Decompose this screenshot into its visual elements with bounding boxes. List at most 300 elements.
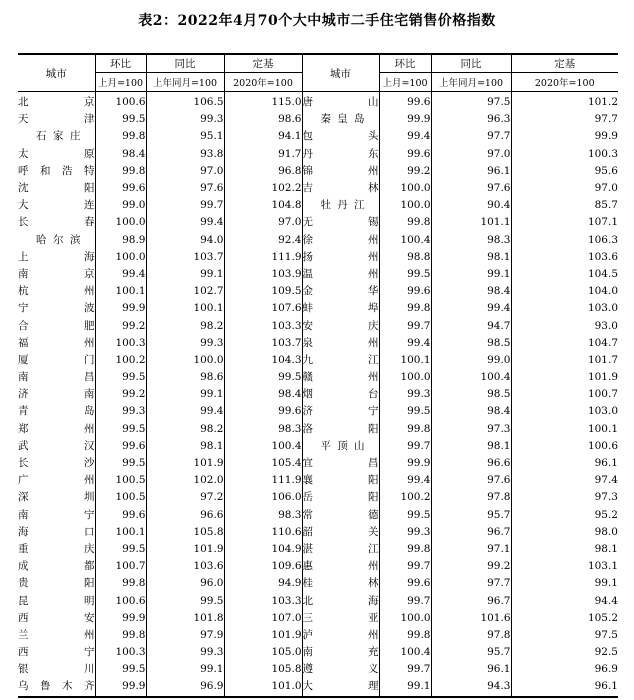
mom-value-right: 99.1 [379, 678, 431, 696]
yoy-value-right: 98.1 [431, 249, 511, 266]
mom-value-right: 99.5 [379, 403, 431, 420]
mom-value-left: 100.1 [95, 524, 146, 541]
city-name-right: 常 德 [302, 507, 379, 524]
mom-header-left: 环比 [95, 54, 146, 73]
base-value-left: 105.0 [224, 644, 302, 661]
city-name-left: 兰 州 [18, 628, 95, 641]
base-value-right: 106.3 [511, 232, 618, 249]
city-name-right: 牡丹江 [302, 197, 379, 214]
mom-value-left: 99.8 [95, 627, 146, 644]
mom-value-left: 99.6 [95, 507, 146, 524]
city-name-right: 桂 林 [302, 575, 379, 592]
base-value-left: 109.6 [224, 558, 302, 575]
yoy-value-left: 101.9 [146, 541, 224, 558]
yoy-value-left: 98.2 [146, 421, 224, 438]
base-value-left: 101.0 [224, 678, 302, 696]
city-name-left: 南 宁 [18, 508, 95, 521]
city-name-left: 乌鲁木齐 [18, 678, 95, 696]
city-name-right: 蚌 埠 [302, 300, 379, 317]
yoy-value-right: 99.4 [431, 300, 511, 317]
base-value-right: 104.0 [511, 283, 618, 300]
yoy-value-left: 96.6 [146, 507, 224, 524]
city-name-right: 襄 阳 [302, 472, 379, 489]
yoy-value-left: 96.9 [146, 678, 224, 696]
table-row [18, 678, 618, 696]
mom-value-right: 99.4 [379, 472, 431, 489]
city-name-right: 济 宁 [302, 403, 379, 420]
mom-value-left: 99.9 [95, 300, 146, 317]
yoy-value-left: 97.2 [146, 489, 224, 506]
mom-value-right: 99.8 [379, 421, 431, 438]
yoy-value-left: 101.9 [146, 455, 224, 472]
mom-value-left: 99.8 [95, 128, 146, 145]
mom-value-right: 100.4 [379, 644, 431, 661]
base-value-right: 99.1 [511, 575, 618, 592]
yoy-value-right: 95.7 [431, 507, 511, 524]
mom-value-left: 99.5 [95, 541, 146, 558]
city-name-left: 贵 阳 [18, 577, 95, 590]
city-name-left: 宁 波 [18, 302, 95, 315]
city-name-right: 宜 昌 [302, 455, 379, 472]
mom-value-left: 99.2 [95, 317, 146, 334]
city-header-left: 城市 [18, 54, 95, 92]
mom-value-left: 99.5 [95, 661, 146, 678]
city-name-right: 扬 州 [302, 249, 379, 266]
mom-value-right: 99.9 [379, 455, 431, 472]
yoy-value-right: 98.4 [431, 403, 511, 420]
base-value-right: 97.3 [511, 489, 618, 506]
base-value-left: 98.6 [224, 111, 302, 128]
base-value-left: 106.0 [224, 489, 302, 506]
mom-value-left: 99.5 [95, 421, 146, 438]
table-row [18, 335, 618, 352]
city-name-left: 北 京 [18, 96, 95, 109]
table-row [18, 558, 618, 575]
table-row [18, 266, 618, 283]
table-row [18, 661, 618, 678]
city-name-right: 九 江 [302, 352, 379, 369]
city-name-right: 大 理 [302, 678, 379, 696]
yoy-value-left: 96.0 [146, 575, 224, 592]
base-value-left: 102.2 [224, 180, 302, 197]
yoy-value-right: 90.4 [431, 197, 511, 214]
yoy-value-right: 97.5 [431, 92, 511, 112]
base-value-left: 98.3 [224, 507, 302, 524]
base-value-right: 103.1 [511, 558, 618, 575]
yoy-value-left: 99.4 [146, 403, 224, 420]
city-name-left: 杭 州 [18, 285, 95, 298]
city-name-right: 温 州 [302, 266, 379, 283]
table-row [18, 369, 618, 386]
base-value-right: 103.0 [511, 300, 618, 317]
base-value-left: 103.7 [224, 335, 302, 352]
city-name-right: 岳 阳 [302, 489, 379, 506]
mom-value-right: 99.8 [379, 300, 431, 317]
base-subheader-right: 2020年=100 [511, 73, 618, 92]
city-name-left: 哈尔滨 [36, 233, 81, 246]
table-row [18, 403, 618, 420]
mom-value-left: 100.2 [95, 352, 146, 369]
city-header-right: 城市 [302, 54, 379, 92]
city-name-left: 长 春 [18, 216, 95, 229]
yoy-value-right: 98.5 [431, 335, 511, 352]
yoy-value-right: 101.6 [431, 610, 511, 627]
yoy-value-left: 99.1 [146, 266, 224, 283]
city-name-right: 安 庆 [302, 317, 379, 334]
table-row [18, 421, 618, 438]
base-value-left: 104.3 [224, 352, 302, 369]
table-row [18, 541, 618, 558]
city-name-left: 郑 州 [18, 422, 95, 435]
table-row [18, 627, 618, 644]
table-row [18, 455, 618, 472]
city-name-left: 南 京 [18, 267, 95, 280]
yoy-value-right: 96.1 [431, 661, 511, 678]
city-name-right: 北 海 [302, 592, 379, 609]
base-value-right: 103.6 [511, 249, 618, 266]
base-value-right: 99.9 [511, 128, 618, 145]
table-row [18, 386, 618, 403]
city-name-right: 韶 关 [302, 524, 379, 541]
mom-value-left: 100.0 [95, 214, 146, 231]
mom-value-right: 100.4 [379, 232, 431, 249]
city-name-right: 唐 山 [302, 92, 379, 112]
yoy-value-left: 93.8 [146, 146, 224, 163]
yoy-value-left: 98.6 [146, 369, 224, 386]
base-value-right: 96.1 [511, 678, 618, 696]
base-value-left: 94.9 [224, 575, 302, 592]
yoy-value-right: 97.7 [431, 128, 511, 145]
city-name-right: 丹 东 [302, 146, 379, 163]
mom-subheader-left: 上月=100 [95, 73, 146, 92]
base-value-left: 115.0 [224, 92, 302, 112]
mom-value-right: 99.3 [379, 524, 431, 541]
mom-value-right: 100.0 [379, 197, 431, 214]
city-name-left: 南 昌 [18, 371, 95, 384]
yoy-value-right: 97.8 [431, 627, 511, 644]
yoy-value-right: 99.1 [431, 266, 511, 283]
city-name-right: 三 亚 [302, 610, 379, 627]
yoy-value-left: 99.3 [146, 111, 224, 128]
yoy-value-right: 95.7 [431, 644, 511, 661]
city-name-left: 上 海 [18, 250, 95, 263]
base-value-left: 105.4 [224, 455, 302, 472]
mom-value-right: 99.7 [379, 317, 431, 334]
base-value-right: 104.7 [511, 335, 618, 352]
yoy-value-left: 100.0 [146, 352, 224, 369]
base-value-left: 105.8 [224, 661, 302, 678]
mom-subheader-right: 上月=100 [379, 73, 431, 92]
city-name-left: 西 宁 [18, 646, 95, 659]
base-value-right: 97.5 [511, 627, 618, 644]
base-value-left: 103.3 [224, 317, 302, 334]
mom-value-right: 99.6 [379, 92, 431, 112]
base-value-left: 96.8 [224, 163, 302, 180]
table-row [18, 214, 618, 231]
yoy-value-left: 102.7 [146, 283, 224, 300]
mom-value-left: 100.7 [95, 558, 146, 575]
mom-value-right: 99.7 [379, 558, 431, 575]
yoy-value-left: 100.1 [146, 300, 224, 317]
base-value-right: 96.9 [511, 661, 618, 678]
table-row [18, 92, 618, 112]
base-value-left: 110.6 [224, 524, 302, 541]
mom-value-right: 98.8 [379, 249, 431, 266]
yoy-value-right: 99.2 [431, 558, 511, 575]
base-header-left: 定基 [224, 54, 302, 73]
base-value-right: 97.7 [511, 111, 618, 128]
city-name-left: 天 津 [18, 113, 95, 126]
mom-value-right: 99.4 [379, 335, 431, 352]
yoy-value-right: 96.6 [431, 455, 511, 472]
mom-value-right: 99.8 [379, 627, 431, 644]
mom-value-left: 100.0 [95, 249, 146, 266]
table-row [18, 489, 618, 506]
table-row [18, 249, 618, 266]
yoy-value-right: 101.1 [431, 214, 511, 231]
yoy-value-right: 97.8 [431, 489, 511, 506]
yoy-value-right: 98.1 [431, 438, 511, 455]
yoy-value-right: 94.7 [431, 317, 511, 334]
base-value-left: 104.9 [224, 541, 302, 558]
yoy-value-left: 99.4 [146, 214, 224, 231]
table-row [18, 592, 618, 609]
yoy-value-left: 99.5 [146, 592, 224, 609]
yoy-value-left: 98.2 [146, 317, 224, 334]
table-row [18, 575, 618, 592]
table-row [18, 197, 618, 214]
mom-value-right: 100.2 [379, 489, 431, 506]
city-name-left: 青 岛 [18, 405, 95, 418]
yoy-value-left: 99.7 [146, 197, 224, 214]
mom-value-left: 99.5 [95, 111, 146, 128]
yoy-value-right: 97.1 [431, 541, 511, 558]
city-name-right: 惠 州 [302, 558, 379, 575]
base-value-right: 96.1 [511, 455, 618, 472]
mom-value-left: 100.3 [95, 335, 146, 352]
yoy-value-left: 103.6 [146, 558, 224, 575]
yoy-value-right: 96.1 [431, 163, 511, 180]
mom-value-left: 100.1 [95, 283, 146, 300]
table-row [18, 300, 618, 317]
yoy-value-right: 97.6 [431, 180, 511, 197]
city-name-left: 合 肥 [18, 319, 95, 332]
base-subheader-left: 2020年=100 [224, 73, 302, 92]
table-row [18, 317, 618, 334]
yoy-value-left: 97.0 [146, 163, 224, 180]
city-name-right: 湛 江 [302, 541, 379, 558]
city-name-left: 沈 阳 [18, 182, 95, 195]
table-row [18, 146, 618, 163]
city-name-left: 石家庄 [36, 130, 81, 143]
city-name-left: 银 川 [18, 663, 95, 676]
city-name-left: 大 连 [18, 199, 95, 212]
yoy-value-right: 97.3 [431, 421, 511, 438]
city-name-right: 南 充 [302, 644, 379, 661]
base-value-right: 98.0 [511, 524, 618, 541]
city-name-right: 烟 台 [302, 386, 379, 403]
city-name-left: 昆 明 [18, 594, 95, 607]
base-value-right: 100.1 [511, 421, 618, 438]
base-value-right: 93.0 [511, 317, 618, 334]
mom-value-left: 99.0 [95, 197, 146, 214]
base-value-right: 100.7 [511, 386, 618, 403]
mom-value-right: 99.9 [379, 111, 431, 128]
yoy-value-left: 97.6 [146, 180, 224, 197]
city-name-left: 西 安 [18, 611, 95, 624]
base-value-right: 100.6 [511, 438, 618, 455]
base-value-right: 101.7 [511, 352, 618, 369]
price-index-table [18, 53, 618, 698]
table-row [18, 610, 618, 627]
mom-value-left: 99.5 [95, 369, 146, 386]
base-value-right: 100.3 [511, 146, 618, 163]
base-value-left: 92.4 [224, 232, 302, 249]
table-row [18, 128, 618, 145]
table-row [18, 352, 618, 369]
city-name-right: 秦皇岛 [302, 111, 379, 128]
city-name-right: 金 华 [302, 283, 379, 300]
mom-value-right: 99.8 [379, 214, 431, 231]
base-value-left: 99.6 [224, 403, 302, 420]
mom-value-left: 99.8 [95, 163, 146, 180]
yoy-value-left: 99.1 [146, 386, 224, 403]
base-value-right: 107.1 [511, 214, 618, 231]
city-name-right: 吉 林 [302, 180, 379, 197]
yoy-value-right: 96.7 [431, 592, 511, 609]
table-row [18, 163, 618, 180]
mom-value-right: 99.3 [379, 386, 431, 403]
mom-value-left: 99.5 [95, 455, 146, 472]
yoy-value-right: 97.0 [431, 146, 511, 163]
yoy-value-left: 103.7 [146, 249, 224, 266]
base-value-left: 101.9 [224, 627, 302, 644]
base-value-right: 85.7 [511, 197, 618, 214]
mom-value-right: 99.7 [379, 661, 431, 678]
mom-value-right: 99.5 [379, 507, 431, 524]
base-value-right: 103.0 [511, 403, 618, 420]
table-row [18, 283, 618, 300]
city-name-right: 徐 州 [302, 232, 379, 249]
yoy-value-left: 97.9 [146, 627, 224, 644]
base-value-right: 94.4 [511, 592, 618, 609]
mom-value-right: 99.4 [379, 128, 431, 145]
city-name-left: 济 南 [18, 388, 95, 401]
yoy-value-right: 97.6 [431, 472, 511, 489]
yoy-subheader-right: 上年同月=100 [431, 73, 511, 92]
city-name-right: 包 头 [302, 128, 379, 145]
mom-value-right: 99.6 [379, 283, 431, 300]
yoy-value-right: 98.5 [431, 386, 511, 403]
city-name-left: 太 原 [18, 147, 95, 160]
city-name-right: 赣 州 [302, 369, 379, 386]
yoy-value-right: 96.7 [431, 524, 511, 541]
base-value-left: 109.5 [224, 283, 302, 300]
city-name-right: 遵 义 [302, 661, 379, 678]
mom-value-left: 100.5 [95, 472, 146, 489]
base-value-right: 101.9 [511, 369, 618, 386]
mom-value-right: 99.8 [379, 541, 431, 558]
yoy-value-right: 94.3 [431, 678, 511, 696]
mom-value-left: 99.9 [95, 678, 146, 696]
mom-value-left: 98.4 [95, 146, 146, 163]
mom-value-left: 99.6 [95, 180, 146, 197]
base-value-left: 98.3 [224, 421, 302, 438]
mom-value-left: 99.4 [95, 266, 146, 283]
mom-value-left: 99.9 [95, 610, 146, 627]
yoy-value-right: 97.7 [431, 575, 511, 592]
mom-value-left: 99.2 [95, 386, 146, 403]
base-value-left: 91.7 [224, 146, 302, 163]
yoy-value-left: 105.8 [146, 524, 224, 541]
mom-value-left: 98.9 [95, 232, 146, 249]
city-name-left: 广 州 [18, 474, 95, 487]
base-value-left: 107.6 [224, 300, 302, 317]
base-value-left: 111.9 [224, 249, 302, 266]
city-name-right: 洛 阳 [302, 421, 379, 438]
yoy-header-left: 同比 [146, 54, 224, 73]
mom-value-right: 99.7 [379, 592, 431, 609]
mom-value-right: 100.1 [379, 352, 431, 369]
table-row [18, 111, 618, 128]
table-row [18, 438, 618, 455]
mom-header-right: 环比 [379, 54, 431, 73]
city-name-left: 重 庆 [18, 542, 95, 555]
city-name-left: 武 汉 [18, 439, 95, 452]
mom-value-right: 100.0 [379, 180, 431, 197]
table-row [18, 507, 618, 524]
yoy-value-left: 98.1 [146, 438, 224, 455]
base-value-right: 98.1 [511, 541, 618, 558]
yoy-value-left: 99.3 [146, 335, 224, 352]
base-value-left: 107.0 [224, 610, 302, 627]
table-row [18, 524, 618, 541]
mom-value-right: 99.7 [379, 438, 431, 455]
city-name-left: 呼和浩特 [18, 164, 95, 177]
table-row [18, 232, 618, 249]
table-title: 表2：2022年4月70个大中城市二手住宅销售价格指数 [138, 13, 496, 29]
mom-value-right: 100.0 [379, 610, 431, 627]
yoy-subheader-left: 上年同月=100 [146, 73, 224, 92]
city-name-left: 海 口 [18, 525, 95, 538]
yoy-value-left: 99.1 [146, 661, 224, 678]
mom-value-right: 99.6 [379, 146, 431, 163]
base-value-right: 101.2 [511, 92, 618, 112]
table-row [18, 180, 618, 197]
city-name-right: 平顶山 [302, 438, 379, 455]
mom-value-left: 99.8 [95, 575, 146, 592]
mom-value-right: 99.6 [379, 575, 431, 592]
base-value-left: 111.9 [224, 472, 302, 489]
base-value-right: 104.5 [511, 266, 618, 283]
base-value-right: 97.4 [511, 472, 618, 489]
mom-value-left: 99.6 [95, 438, 146, 455]
table-body [18, 92, 618, 697]
yoy-header-right: 同比 [431, 54, 511, 73]
mom-value-left: 99.3 [95, 403, 146, 420]
base-value-right: 97.0 [511, 180, 618, 197]
city-name-left: 深 圳 [18, 491, 95, 504]
base-header-right: 定基 [511, 54, 618, 73]
base-value-right: 95.2 [511, 507, 618, 524]
yoy-value-right: 99.0 [431, 352, 511, 369]
city-name-left: 成 都 [18, 560, 95, 573]
base-value-left: 99.5 [224, 369, 302, 386]
base-value-left: 104.8 [224, 197, 302, 214]
yoy-value-right: 96.3 [431, 111, 511, 128]
mom-value-left: 100.5 [95, 489, 146, 506]
city-name-right: 泉 州 [302, 335, 379, 352]
